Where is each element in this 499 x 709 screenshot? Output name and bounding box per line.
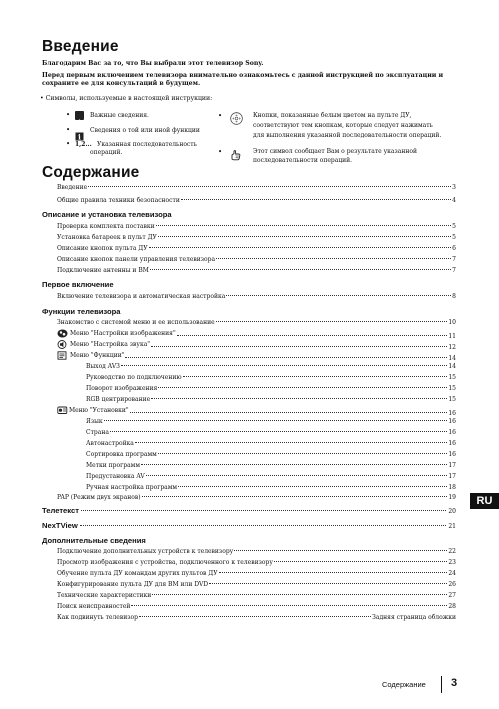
toc-entry-text: Общие правила техники безопасности — [57, 197, 180, 204]
toc-entry-text: Ручная настройка программ — [86, 484, 178, 491]
toc-entry[interactable] — [57, 329, 456, 338]
toc-entry[interactable] — [86, 439, 456, 448]
toc-entry[interactable] — [57, 292, 456, 301]
toc-entry[interactable] — [57, 196, 456, 205]
toc-entry[interactable] — [86, 395, 456, 404]
toc-entry-page: 8 — [452, 293, 456, 300]
toc-entry-page: 20 — [448, 508, 456, 515]
toc-entry-page: 16 — [448, 410, 456, 417]
toc-entry-text: Знакомство с системой меню и ее использование — [57, 319, 215, 326]
toc-section-entry[interactable] — [42, 506, 456, 516]
toc-entry-page: 16 — [448, 418, 456, 425]
toc-entry-text: Страна — [86, 429, 109, 436]
toc-entry-text: Меню "Установки" — [69, 407, 129, 414]
toc-entry-page: 16 — [448, 429, 456, 436]
legend-steps-text-line2: операций. — [90, 149, 123, 156]
toc-entry-text: Технические характеристики — [57, 592, 152, 599]
toc-entry-page: 24 — [448, 570, 456, 577]
toc-entry[interactable] — [57, 547, 456, 556]
toc-entry[interactable] — [57, 493, 456, 502]
toc-section-title: Дополнительные сведения — [42, 536, 146, 545]
toc-entry-text: Поворот изображения — [86, 385, 158, 392]
footer-section-label: Содержание — [382, 680, 426, 689]
toc-entry[interactable] — [86, 417, 456, 426]
toc-entry-text: Автонастройка — [86, 440, 134, 447]
legend-important-text: Важные сведения. — [90, 112, 149, 119]
toc-entry-page: 17 — [448, 473, 456, 480]
toc-entry-page: 14 — [448, 355, 456, 362]
symbols-intro: • Символы, используемые в настоящей инструкции: — [40, 95, 213, 102]
setup-menu-icon — [57, 406, 68, 415]
toc-entry[interactable] — [86, 373, 456, 382]
toc-section-entry[interactable] — [42, 521, 456, 531]
toc-entry-text: Поиск неисправностей — [57, 603, 131, 610]
toc-entry-text: Метки программ — [86, 462, 141, 469]
legend-remote-line3: для выполнения указанной последовательности операций. — [253, 132, 442, 139]
toc-entry-text: Введение — [57, 184, 88, 191]
svg-text:!: ! — [77, 118, 82, 126]
toc-entry-page: 3 — [452, 184, 456, 191]
toc-entry-page: 22 — [448, 548, 456, 555]
toc-entry-text: Меню "Настройки изображения" — [70, 330, 176, 337]
features-menu-icon — [57, 351, 68, 360]
toc-entry[interactable] — [57, 222, 456, 231]
important-icon — [75, 111, 84, 126]
legend-info-text: Сведения о той или иной функции — [90, 127, 200, 134]
toc-entry-page: 27 — [448, 592, 456, 599]
toc-entry[interactable] — [57, 351, 456, 360]
toc-entry[interactable] — [57, 558, 456, 567]
toc-section-title: Первое включение — [42, 280, 114, 289]
toc-entry[interactable] — [86, 472, 456, 481]
toc-entry-page: 16 — [448, 440, 456, 447]
toc-entry-page: 5 — [452, 223, 456, 230]
toc-entry[interactable] — [86, 362, 456, 371]
toc-section-title: Описание и установка телевизора — [42, 210, 172, 219]
toc-entry-text: Язык — [86, 418, 103, 425]
language-tab: RU — [470, 493, 499, 509]
toc-section-title: Функции телевизора — [42, 307, 121, 316]
toc-entry-page: 15 — [448, 396, 456, 403]
toc-entry-text: Подключение дополнительных устройств к телевизору — [57, 548, 234, 555]
toc-section-title: NexTView — [42, 521, 78, 530]
toc-entry-text: Как подвинуть телевизор — [57, 614, 138, 621]
intro-thanks: Благодарим Вас за то, что Вы выбрали этот телевизор Sony. — [42, 60, 264, 67]
toc-entry-page: 4 — [452, 197, 456, 204]
toc-entry-text: Описание кнопок пульта ДУ — [57, 245, 148, 252]
result-hand-icon — [230, 146, 242, 158]
legend-steps-text-line1: Указанная последовательность — [97, 141, 197, 148]
toc-entry[interactable] — [86, 428, 456, 437]
toc-entry-text: Выход AV3 — [86, 363, 120, 370]
bullet: • — [66, 126, 71, 134]
info-icon — [75, 126, 84, 141]
legend-steps-prefix: 1,2... — [75, 141, 92, 148]
intro-warning-line2: сохраните ее для консультаций в будущем. — [42, 80, 201, 87]
toc-entry[interactable] — [57, 255, 456, 264]
toc-entry-page: 26 — [448, 581, 456, 588]
toc-entry-page: 15 — [448, 385, 456, 392]
toc-entry-page: 14 — [448, 363, 456, 370]
toc-entry-text: PAP (Режим двух экранов) — [57, 494, 141, 501]
toc-entry-text: Сортировка программ — [86, 451, 157, 458]
toc-entry-page: 18 — [448, 484, 456, 491]
toc-entry[interactable] — [57, 244, 456, 253]
footer-divider — [441, 676, 442, 693]
toc-entry[interactable] — [57, 569, 456, 578]
toc-entry-text: Подключение антенны и ВМ — [57, 267, 149, 274]
toc-entry-page: 6 — [452, 245, 456, 252]
toc-entry-text: RGB центрирование — [86, 396, 151, 403]
toc-entry-page: 11 — [448, 333, 456, 340]
toc-entry-text: Меню "Функции" — [70, 352, 125, 359]
toc-entry-text: Руководство по подключению — [86, 374, 182, 381]
toc-entry[interactable] — [57, 183, 456, 192]
toc-entry[interactable] — [86, 384, 456, 393]
page-number: 3 — [451, 677, 458, 689]
toc-entry-page: 7 — [452, 256, 456, 263]
toc-entry-page: 15 — [448, 374, 456, 381]
toc-entry[interactable] — [57, 580, 456, 589]
toc-entry-page: 16 — [448, 451, 456, 458]
toc-entry-text: Включение телевизора и автоматическая настройка — [57, 293, 226, 300]
toc-entry-page: 19 — [448, 494, 456, 501]
bullet: • — [218, 148, 223, 156]
toc-entry-page: 23 — [448, 559, 456, 566]
toc-entry[interactable] — [57, 233, 456, 242]
toc-entry[interactable] — [57, 591, 456, 600]
legend-remote-line2: соответствуют тем кнопкам, которые следует нажимать — [253, 122, 433, 129]
sound-menu-icon — [57, 340, 68, 349]
remote-buttons-icon — [230, 110, 243, 123]
legend-result-line2: последовательности операций. — [253, 157, 353, 164]
toc-entry[interactable] — [57, 266, 456, 275]
toc-entry[interactable] — [86, 483, 456, 492]
toc-entry[interactable] — [57, 602, 456, 611]
toc-entry[interactable] — [57, 340, 456, 349]
intro-title: Введение — [42, 38, 119, 55]
toc-entry-page: 17 — [448, 462, 456, 469]
toc-entry-page: 10 — [448, 319, 456, 326]
contents-title: Содержание — [42, 164, 140, 181]
toc-entry[interactable] — [57, 406, 456, 415]
toc-entry-text: Обучение пульта ДУ командам других пультов ДУ — [57, 570, 218, 577]
toc-entry-text: Установка батареек в пульт ДУ — [57, 234, 157, 241]
toc-entry[interactable] — [86, 461, 456, 470]
toc-entry-text: Меню "Настройка звука" — [70, 341, 151, 348]
toc-entry-page: 21 — [448, 523, 456, 530]
bullet: • — [66, 111, 71, 119]
toc-entry[interactable] — [86, 450, 456, 459]
toc-entry-page: 7 — [452, 267, 456, 274]
toc-entry-page: 28 — [448, 603, 456, 610]
toc-entry-text: Проверка комплекта поставки — [57, 223, 155, 230]
toc-entry-text: Конфигурирование пульта ДУ для ВМ или DVD — [57, 581, 209, 588]
toc-entry-page: Задняя страница обложки — [372, 614, 456, 621]
toc-section-title: Телетекст — [42, 506, 79, 515]
toc-entry-page: 5 — [452, 234, 456, 241]
picture-menu-icon — [57, 329, 68, 338]
toc-entry-page: 12 — [448, 344, 456, 351]
toc-entry-text: Просмотр изображения с устройства, подключенного к телевизору — [57, 559, 273, 566]
bullet: • — [218, 112, 223, 120]
svg-text:i: i — [78, 132, 81, 141]
bullet: • — [66, 140, 71, 148]
toc-entry[interactable] — [57, 318, 456, 327]
toc-entry-text: Описание кнопок панели управления телевизора — [57, 256, 216, 263]
legend-result-line1: Этот символ сообщает Вам о результате указанной — [253, 148, 417, 155]
intro-warning-line1: Перед первым включением телевизора внимательно ознакомьтесь с данной инструкцией по эксплуатации и — [42, 72, 444, 79]
toc-entry[interactable] — [57, 613, 456, 622]
toc-entry-text: Предустановка AV — [86, 473, 145, 480]
legend-remote-line1: Кнопки, показанные белым цветом на пульте ДУ, — [253, 112, 412, 119]
